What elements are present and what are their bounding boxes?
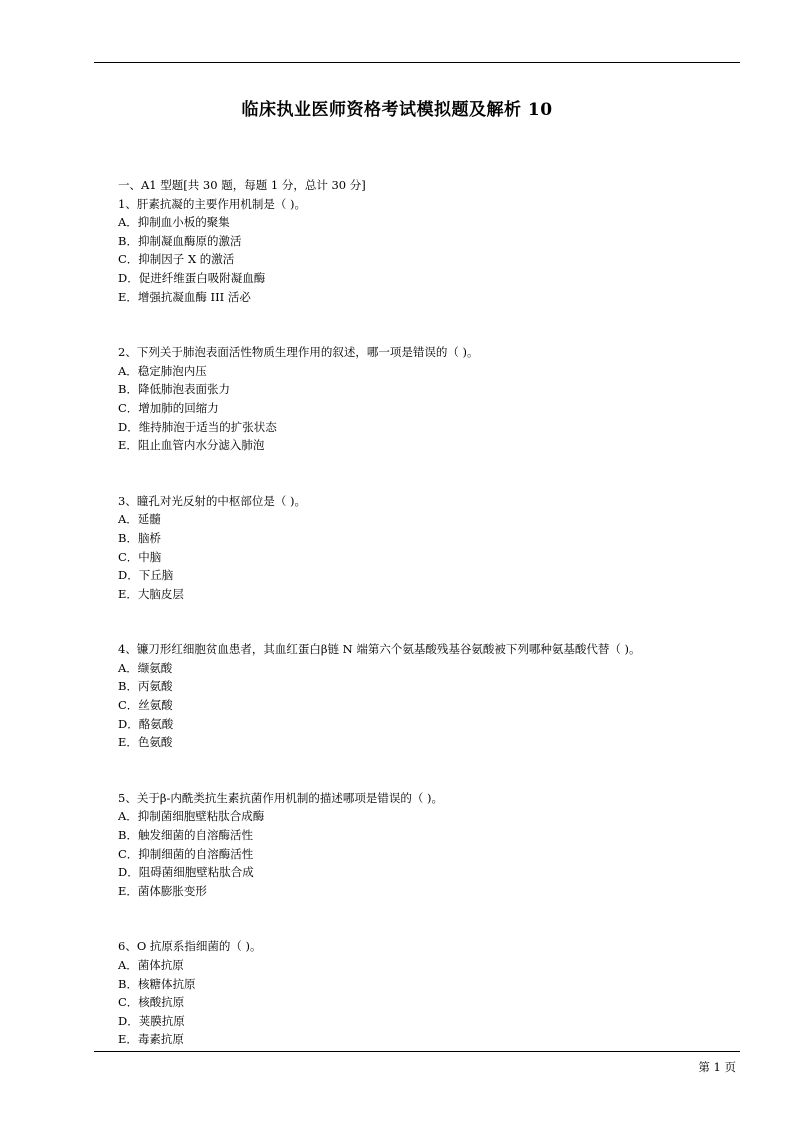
question-4	[118, 640, 728, 752]
question-stem: 1、肝素抗凝的主要作用机制是（ )。	[118, 196, 306, 211]
question-1	[118, 195, 728, 307]
option-b: B．脑桥	[118, 530, 161, 545]
option-e: E．增强抗凝血酶 III 活必	[118, 289, 251, 304]
option-d: D．酪氨酸	[118, 716, 174, 731]
question-stem: 3、瞳孔对光反射的中枢部位是（ )。	[118, 493, 306, 508]
question-5	[118, 789, 728, 901]
option-c: C．抑制细菌的自溶酶活性	[118, 846, 254, 861]
option-e: E．阻止血管内水分滤入肺泡	[118, 438, 265, 453]
question-stem: 4、镰刀形红细胞贫血患者，其血红蛋白β链 N 端第六个氨基酸残基谷氨酸被下列哪种氨基酸代替（ )。	[118, 642, 641, 657]
option-a: A．菌体抗原	[118, 958, 184, 972]
question-6	[118, 937, 728, 1049]
option-e: E．色氨酸	[118, 735, 173, 750]
option-e: E．大脑皮层	[118, 586, 184, 601]
option-b: B．丙氨酸	[118, 679, 173, 694]
option-b: B．核糖体抗原	[118, 976, 196, 991]
option-d: D．荚膜抗原	[118, 1013, 185, 1028]
option-d: D．下丘脑	[118, 568, 174, 583]
option-c: C．增加肺的回缩力	[118, 400, 219, 415]
option-c: C．中脑	[118, 549, 162, 564]
option-c: C．核酸抗原	[118, 995, 185, 1010]
option-a: A．延髓	[118, 512, 161, 527]
question-stem: 5、关于β-内酰类抗生素抗菌作用机制的描述哪项是错误的（ )。	[118, 790, 443, 805]
option-a: A．稳定肺泡内压	[118, 363, 207, 378]
question-3	[118, 492, 728, 604]
option-d: D．维持肺泡于适当的扩张状态	[118, 419, 277, 434]
page-number: 第 1 页	[698, 1060, 736, 1074]
option-b: B．降低肺泡表面张力	[118, 382, 230, 397]
question-2	[118, 343, 728, 455]
header-rule	[94, 62, 740, 63]
option-a: A．抑制血小板的聚集	[118, 215, 230, 230]
question-list	[118, 176, 728, 1049]
option-c: C．抑制因子 X 的激活	[118, 252, 235, 267]
option-c: C．丝氨酸	[118, 698, 173, 713]
option-e: E．毒素抗原	[118, 1032, 184, 1047]
footer-rule	[94, 1051, 740, 1052]
question-stem: 6、O 抗原系指细菌的（ )。	[118, 939, 262, 954]
section-header: 一、A1 型题[共 30 题，每题 1 分，总计 30 分]	[118, 178, 366, 192]
question-stem: 2、下列关于肺泡表面活性物质生理作用的叙述，哪一项是错误的（ )。	[118, 345, 479, 360]
option-a: A．缬氨酸	[118, 660, 173, 675]
document-title: 临床执业医师资格考试模拟题及解析 10	[241, 100, 553, 120]
option-b: B．触发细菌的自溶酶活性	[118, 828, 253, 843]
option-d: D．促进纤维蛋白吸附凝血酶	[118, 270, 266, 285]
option-a: A．抑制菌细胞壁粘肽合成酶	[118, 809, 265, 824]
option-d: D．阻碍菌细胞壁粘肽合成	[118, 865, 254, 880]
option-b: B．抑制凝血酶原的激活	[118, 233, 242, 248]
option-e: E．菌体膨胀变形	[118, 883, 207, 898]
